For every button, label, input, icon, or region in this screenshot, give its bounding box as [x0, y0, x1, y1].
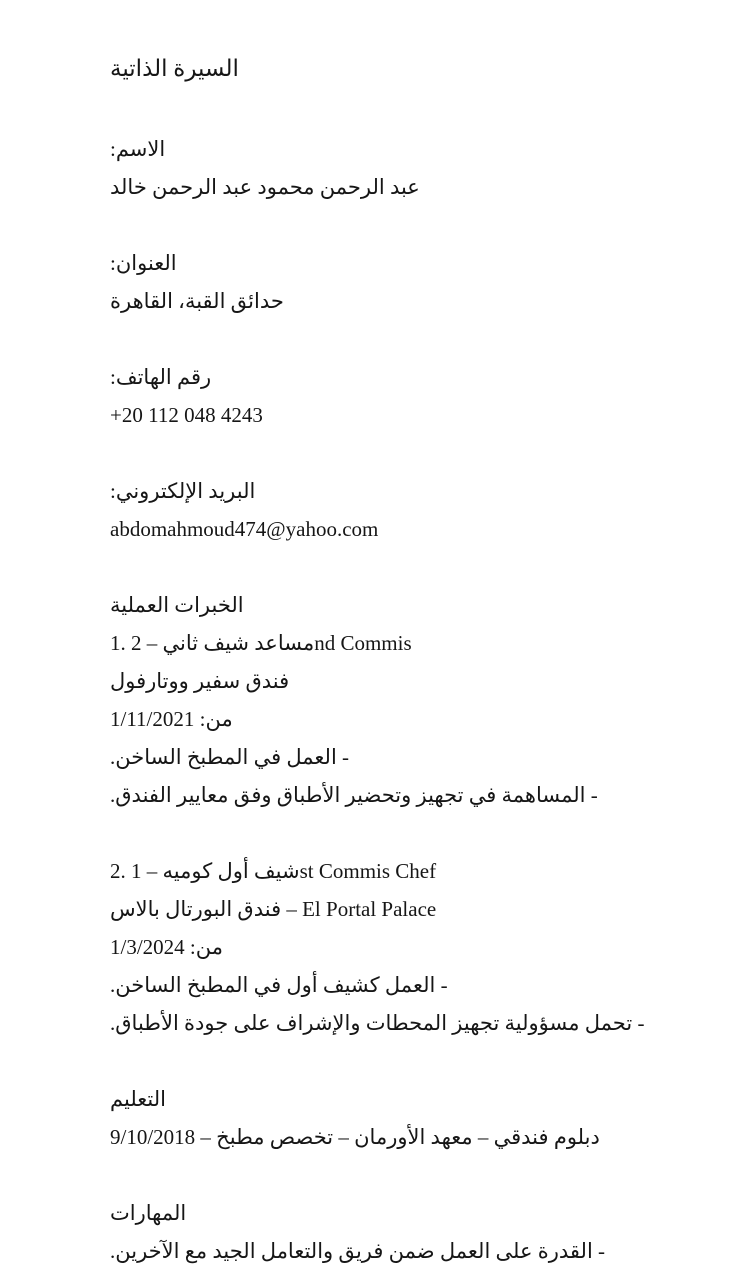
address-label: العنوان: [110, 251, 177, 275]
blank-line [110, 1042, 712, 1080]
name-label: الاسم: [110, 137, 166, 161]
blank-line [110, 92, 712, 130]
skill-item: - القدرة على العمل ضمن فريق والتعامل الجيد مع الآخرين. [110, 1239, 606, 1263]
job-duty: - تحمل مسؤولية تجهيز المحطات والإشراف على جودة الأطباق. [110, 1011, 645, 1035]
job-company: فندق البورتال بالاس – El Portal Palace [110, 897, 437, 921]
blank-line [110, 1156, 712, 1194]
blank-line [110, 206, 712, 244]
blank-line [110, 320, 712, 358]
job-start-date: من: 1/11/2021 [110, 707, 233, 731]
email-label: البريد الإلكتروني: [110, 479, 256, 503]
job-start-date: من: 1/3/2024 [110, 935, 223, 959]
job-duty: - العمل في المطبخ الساخن. [110, 745, 350, 769]
job-duty: - المساهمة في تجهيز وتحضير الأطباق وفق معايير الفندق. [110, 783, 598, 807]
education-section-heading: التعليم [110, 1087, 166, 1111]
phone-label: رقم الهاتف: [110, 365, 212, 389]
skills-section-heading: المهارات [110, 1201, 187, 1225]
name-value: عبد الرحمن محمود عبد الرحمن خالد [110, 175, 420, 199]
experience-job-2 [110, 852, 712, 1042]
job-company: فندق سفير ووتارفول [110, 669, 290, 693]
education-detail: دبلوم فندقي – معهد الأورمان – تخصص مطبخ – 9/10/2018 [110, 1125, 600, 1149]
job-title: 1. مساعد شيف ثاني – 2nd Commis [110, 631, 412, 655]
experience-job-1 [110, 624, 712, 814]
address-value: حدائق القبة، القاهرة [110, 289, 284, 313]
blank-line [110, 434, 712, 472]
phone-value: +20 112 048 4243 [110, 403, 263, 427]
blank-line [110, 548, 712, 586]
cv-title: السيرة الذاتية [110, 56, 239, 81]
job-duty: - العمل كشيف أول في المطبخ الساخن. [110, 973, 448, 997]
job-title: 2. شيف أول كوميه – 1st Commis Chef [110, 859, 437, 883]
email-value: abdomahmoud474@yahoo.com [110, 517, 379, 541]
experience-section-heading: الخبرات العملية [110, 593, 244, 617]
blank-line [110, 814, 712, 852]
